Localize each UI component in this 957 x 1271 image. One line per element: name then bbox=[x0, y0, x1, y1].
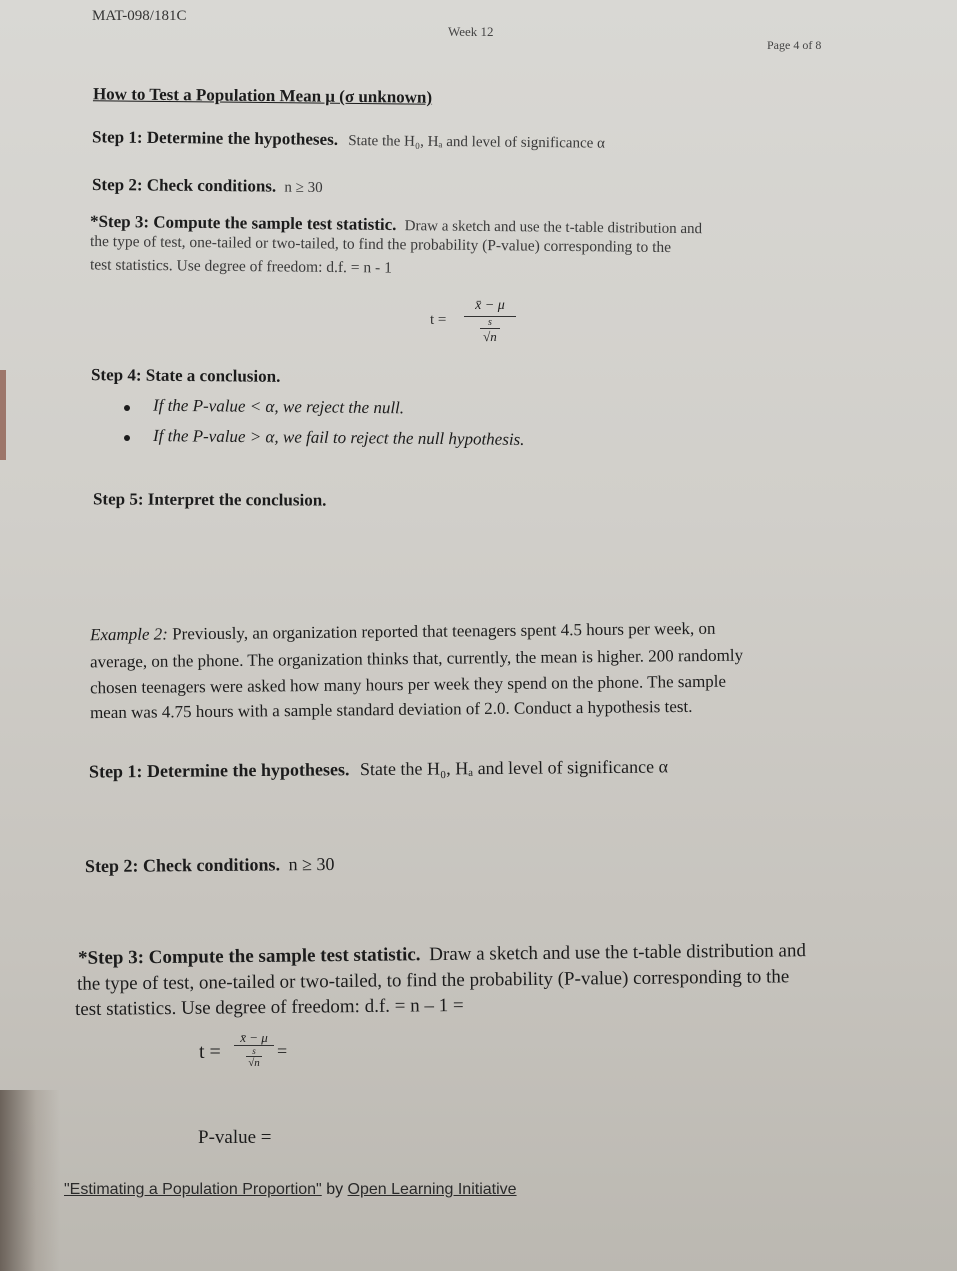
general-step-1-heading: Step 1: Determine the hypotheses. bbox=[91, 127, 339, 149]
example-formula-sqrtn: √n bbox=[248, 1057, 260, 1069]
page-corner-shadow bbox=[0, 1090, 60, 1271]
example-step-3-line-3: test statistics. Use degree of freedom: d.f. = n – 1 = bbox=[74, 994, 464, 1021]
example-step-1-text: State the H₀, Hₐ and level of significance α bbox=[359, 756, 669, 780]
general-step-1 bbox=[92, 127, 605, 152]
example-formula-equals: = bbox=[277, 1041, 288, 1061]
course-code: MAT-098/181C bbox=[92, 8, 187, 24]
example-line-4: mean was 4.75 hours with a sample standard deviation of 2.0. Conduct a hypothesis test. bbox=[89, 696, 693, 723]
example-step-3-heading: *Step 3: Compute the sample test statistic. bbox=[77, 944, 421, 969]
general-step-1-text: State the H₀, Hₐ and level of significance α bbox=[348, 132, 606, 152]
general-formula-t: t = bbox=[430, 312, 447, 328]
general-step-5-heading: Step 5: Interpret the conclusion. bbox=[92, 489, 327, 510]
example-line-1 bbox=[90, 619, 716, 646]
page-title: How to Test a Population Mean μ (σ unknown) bbox=[92, 84, 433, 107]
general-step-3-text-1: Draw a sketch and use the t-table distribution and bbox=[404, 218, 703, 238]
attribution-author-link[interactable]: Open Learning Initiative bbox=[347, 1181, 517, 1198]
example-step-1 bbox=[89, 756, 668, 782]
example-step-2-text: n ≥ 30 bbox=[288, 853, 335, 875]
general-step-3-line-3: test statistics. Use degree of freedom: d.f. = n - 1 bbox=[89, 256, 392, 277]
example-line-2: average, on the phone. The organization thinks that, currently, the mean is higher. 200 randomly bbox=[89, 645, 744, 672]
general-step-3-heading: *Step 3: Compute the sample test statistic. bbox=[89, 211, 397, 235]
example-step-2-heading: Step 2: Check conditions. bbox=[84, 854, 281, 877]
p-value-label: P-value = bbox=[198, 1127, 272, 1148]
general-formula-fraction bbox=[464, 298, 516, 345]
example-step-3-text-1: Draw a sketch and use the t-table distribution and bbox=[429, 940, 807, 966]
example-line-1-text: Previously, an organization reported that teenagers spent 4.5 hours per week, on bbox=[172, 618, 716, 644]
general-step-3-line-2: the type of test, one-tailed or two-tailed, to find the probability (P-value) corresponding to the bbox=[89, 232, 672, 257]
page-number: Page 4 of 8 bbox=[767, 38, 822, 52]
bullet-dot-1 bbox=[124, 405, 130, 411]
example-step-2 bbox=[85, 854, 335, 877]
attribution-by: by bbox=[326, 1181, 344, 1198]
general-step-2 bbox=[92, 175, 323, 197]
page-edge-mark bbox=[0, 370, 6, 460]
example-step-3-line-1 bbox=[78, 940, 806, 970]
week-label: Week 12 bbox=[448, 24, 494, 39]
general-step-2-heading: Step 2: Check conditions. bbox=[91, 174, 277, 196]
example-formula-t: t = bbox=[199, 1041, 221, 1063]
general-formula-s: s bbox=[480, 317, 500, 329]
example-label: Example 2: bbox=[89, 624, 168, 645]
example-line-3: chosen teenagers were asked how many hours per week they spend on the phone. The sample bbox=[89, 671, 727, 698]
conclusion-bullet-2: If the P-value > α, we fail to reject the null hypothesis. bbox=[152, 426, 525, 449]
general-step-2-text: n ≥ 30 bbox=[284, 179, 323, 197]
general-formula-sqrtn: √n bbox=[483, 329, 497, 344]
conclusion-bullet-1: If the P-value < α, we reject the null. bbox=[152, 395, 405, 418]
general-formula-numerator: x̄ − μ bbox=[475, 298, 505, 313]
example-formula-numerator: x̄ − μ bbox=[240, 1030, 268, 1045]
example-formula-s: s bbox=[246, 1046, 262, 1057]
example-formula-fraction bbox=[234, 1031, 274, 1070]
attribution-title-link[interactable]: "Estimating a Population Proportion" bbox=[64, 1181, 322, 1198]
example-step-3-line-2: the type of test, one-tailed or two-tailed, to find the probability (P-value) corresponding to the bbox=[76, 966, 790, 995]
bullet-dot-2 bbox=[124, 435, 130, 441]
attribution-line bbox=[64, 1181, 517, 1199]
general-step-4-heading: Step 4: State a conclusion. bbox=[90, 365, 281, 386]
example-step-1-heading: Step 1: Determine the hypotheses. bbox=[88, 759, 350, 782]
